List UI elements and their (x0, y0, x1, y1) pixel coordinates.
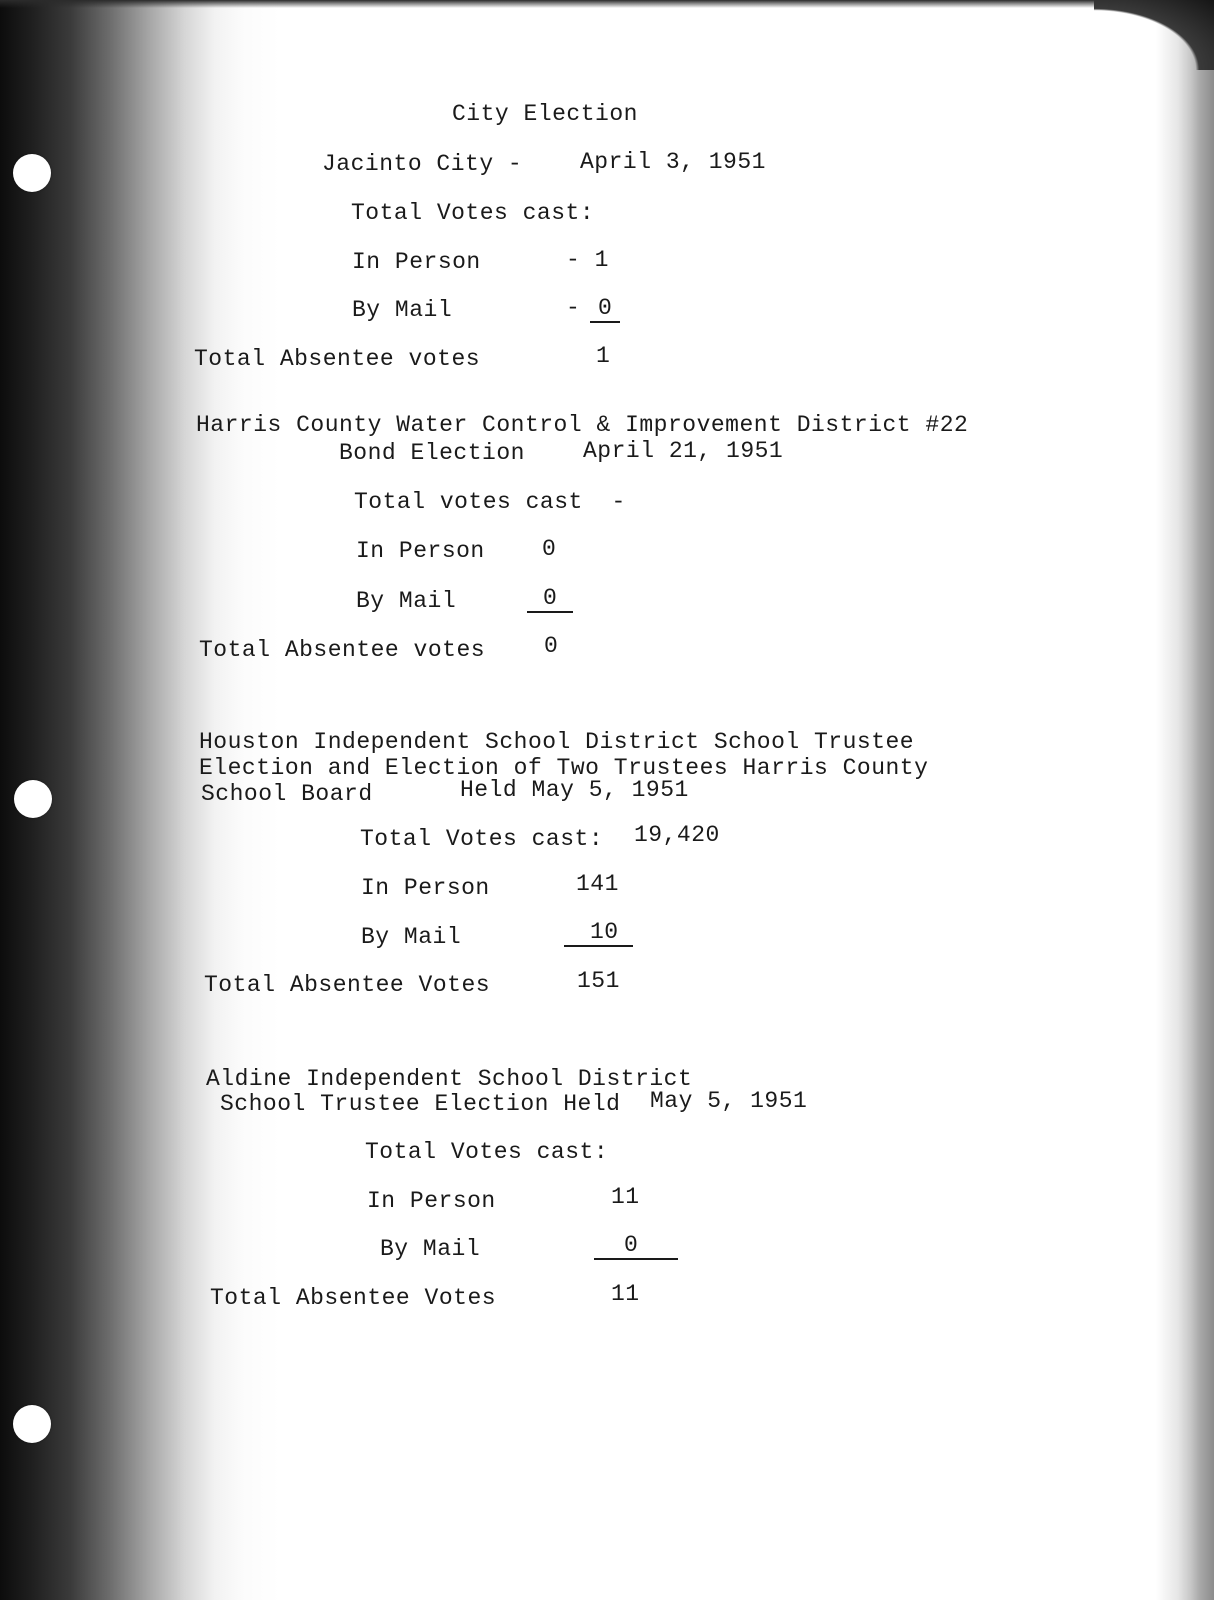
section-title-line1: Houston Independent School District School Trustee (199, 729, 915, 755)
total-absentee-value: 0 (544, 633, 559, 659)
punch-hole-middle (14, 780, 52, 818)
section-title-line1: Aldine Independent School District (206, 1066, 693, 1092)
total-absentee-label: Total Absentee Votes (210, 1285, 497, 1311)
in-person-value: 141 (576, 871, 619, 897)
in-person-label: In Person (361, 875, 490, 901)
by-mail-label: By Mail (356, 588, 457, 614)
by-mail-value: 0 (590, 297, 620, 323)
total-absentee-value: 1 (596, 343, 611, 369)
election-date: April 3, 1951 (580, 149, 766, 175)
by-mail-value: 10 (564, 921, 633, 947)
election-date: April 21, 1951 (583, 438, 784, 464)
total-cast-label: Total Votes cast: (365, 1139, 609, 1165)
punch-hole-top (13, 154, 51, 192)
punch-hole-bottom (13, 1405, 51, 1443)
total-cast-label: Total Votes cast: (351, 200, 595, 226)
by-mail-value: 0 (594, 1234, 678, 1260)
total-cast-label: Total votes cast - (354, 489, 626, 515)
total-absentee-label: Total Absentee votes (199, 637, 486, 663)
election-date: Held May 5, 1951 (460, 777, 689, 803)
total-absentee-label: Total Absentee votes (194, 346, 481, 372)
election-date: May 5, 1951 (650, 1088, 808, 1114)
paper-right-edge (1156, 0, 1214, 1600)
total-absentee-value: 151 (577, 968, 620, 994)
by-mail-label: By Mail (380, 1236, 481, 1262)
election-place: Jacinto City - (322, 151, 523, 177)
in-person-value: 0 (542, 536, 557, 562)
section-title-line3: School Board (201, 781, 373, 807)
total-cast-value: 19,420 (634, 822, 720, 848)
section-title-line2: Election and Election of Two Trustees Harris County (199, 755, 929, 781)
section-title: Harris County Water Control & Improvement District #22 (196, 412, 969, 438)
in-person-label: In Person (356, 538, 485, 564)
in-person-label: In Person (352, 249, 481, 275)
section-subtitle: Bond Election (339, 440, 525, 466)
section-title: City Election (452, 101, 638, 127)
by-mail-label: By Mail (352, 297, 453, 323)
total-absentee-value: 11 (611, 1281, 640, 1307)
total-absentee-label: Total Absentee Votes (204, 972, 491, 998)
by-mail-dash: - (566, 295, 581, 321)
total-cast-label: Total Votes cast: (360, 826, 604, 852)
in-person-label: In Person (367, 1188, 496, 1214)
section-title-line2: School Trustee Election Held (220, 1091, 621, 1117)
paper-corner-curl (1094, 0, 1214, 70)
in-person-value: - 1 (566, 247, 609, 273)
by-mail-label: By Mail (361, 924, 462, 950)
by-mail-value: 0 (527, 587, 573, 613)
in-person-value: 11 (611, 1184, 640, 1210)
